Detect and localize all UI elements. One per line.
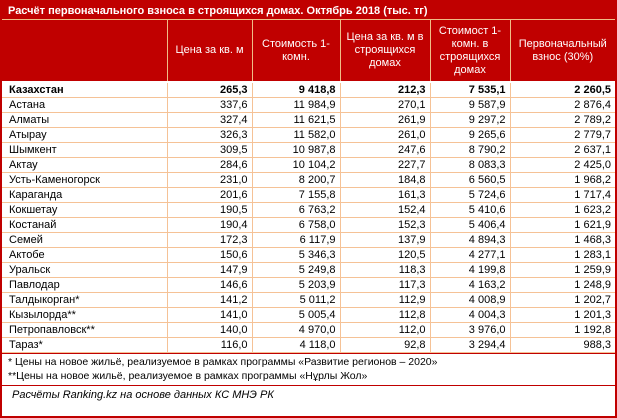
value-cell: 112,9	[340, 293, 430, 308]
value-cell: 1 201,3	[510, 308, 615, 323]
region-cell: Астана	[2, 98, 167, 113]
value-cell: 4 004,3	[430, 308, 510, 323]
value-cell: 1 717,4	[510, 188, 615, 203]
value-cell: 988,3	[510, 338, 615, 353]
region-cell: Петропавловск**	[2, 323, 167, 338]
value-cell: 1 283,1	[510, 248, 615, 263]
value-cell: 9 587,9	[430, 98, 510, 113]
value-cell: 2 260,5	[510, 82, 615, 98]
column-header-price-sqm-construction: Цена за кв. м в строящихся домах	[340, 20, 430, 82]
value-cell: 4 970,0	[252, 323, 340, 338]
column-header-cost-1room-construction: Стоимост 1-комн. в строящихся домах	[430, 20, 510, 82]
value-cell: 5 410,6	[430, 203, 510, 218]
value-cell: 5 406,4	[430, 218, 510, 233]
value-cell: 8 200,7	[252, 173, 340, 188]
value-cell: 6 117,9	[252, 233, 340, 248]
value-cell: 4 118,0	[252, 338, 340, 353]
value-cell: 147,9	[167, 263, 252, 278]
table-row	[2, 203, 615, 218]
value-cell: 9 297,2	[430, 113, 510, 128]
region-cell: Талдыкорган*	[2, 293, 167, 308]
value-cell: 172,3	[167, 233, 252, 248]
value-cell: 11 582,0	[252, 128, 340, 143]
value-cell: 7 155,8	[252, 188, 340, 203]
region-cell: Костанай	[2, 218, 167, 233]
value-cell: 5 203,9	[252, 278, 340, 293]
footnote-regions-2020: * Цены на новое жильё, реализуемое в рамках программы «Развитие регионов – 2020»	[8, 356, 438, 368]
value-cell: 327,4	[167, 113, 252, 128]
data-table	[2, 20, 615, 353]
footnotes-block	[2, 353, 615, 385]
value-cell: 3 294,4	[430, 338, 510, 353]
value-cell: 261,0	[340, 128, 430, 143]
region-cell: Уральск	[2, 263, 167, 278]
value-cell: 326,3	[167, 128, 252, 143]
table-row	[2, 338, 615, 353]
table-row	[2, 263, 615, 278]
value-cell: 8 083,3	[430, 158, 510, 173]
table-row	[2, 188, 615, 203]
value-cell: 4 199,8	[430, 263, 510, 278]
value-cell: 337,6	[167, 98, 252, 113]
table-row	[2, 308, 615, 323]
table-row	[2, 158, 615, 173]
value-cell: 1 259,9	[510, 263, 615, 278]
region-cell: Кызылорда**	[2, 308, 167, 323]
value-cell: 2 637,1	[510, 143, 615, 158]
footnote-nurly-zhol: **Цены на новое жильё, реализуемое в рамках программы «Нұрлы Жол»	[8, 370, 368, 382]
value-cell: 5 005,4	[252, 308, 340, 323]
value-cell: 2 779,7	[510, 128, 615, 143]
table-row	[2, 173, 615, 188]
value-cell: 141,0	[167, 308, 252, 323]
value-cell: 5 346,3	[252, 248, 340, 263]
table-title: Расчёт первоначального взноса в строящихся домах. Октябрь 2018 (тыс. тг)	[2, 2, 615, 20]
region-cell: Шымкент	[2, 143, 167, 158]
value-cell: 227,7	[340, 158, 430, 173]
value-cell: 1 192,8	[510, 323, 615, 338]
table-row	[2, 143, 615, 158]
column-header-price-sqm: Цена за кв. м	[167, 20, 252, 82]
value-cell: 1 621,9	[510, 218, 615, 233]
region-cell: Актобе	[2, 248, 167, 263]
region-cell: Тараз*	[2, 338, 167, 353]
value-cell: 1 468,3	[510, 233, 615, 248]
table-row	[2, 128, 615, 143]
value-cell: 4 163,2	[430, 278, 510, 293]
region-cell: Павлодар	[2, 278, 167, 293]
table-row	[2, 82, 615, 98]
value-cell: 5 724,6	[430, 188, 510, 203]
value-cell: 10 987,8	[252, 143, 340, 158]
region-cell: Семей	[2, 233, 167, 248]
value-cell: 116,0	[167, 338, 252, 353]
value-cell: 7 535,1	[430, 82, 510, 98]
value-cell: 9 265,6	[430, 128, 510, 143]
value-cell: 6 560,5	[430, 173, 510, 188]
value-cell: 1 968,2	[510, 173, 615, 188]
value-cell: 118,3	[340, 263, 430, 278]
table-row	[2, 218, 615, 233]
value-cell: 112,8	[340, 308, 430, 323]
column-header-region	[2, 20, 167, 82]
table-row	[2, 293, 615, 308]
value-cell: 212,3	[340, 82, 430, 98]
value-cell: 10 104,2	[252, 158, 340, 173]
value-cell: 11 984,9	[252, 98, 340, 113]
value-cell: 152,4	[340, 203, 430, 218]
value-cell: 2 789,2	[510, 113, 615, 128]
value-cell: 2 876,4	[510, 98, 615, 113]
value-cell: 2 425,0	[510, 158, 615, 173]
table-header	[2, 20, 615, 82]
region-cell: Казахстан	[2, 82, 167, 98]
value-cell: 265,3	[167, 82, 252, 98]
value-cell: 92,8	[340, 338, 430, 353]
value-cell: 161,3	[340, 188, 430, 203]
value-cell: 261,9	[340, 113, 430, 128]
value-cell: 152,3	[340, 218, 430, 233]
value-cell: 146,6	[167, 278, 252, 293]
table-row	[2, 278, 615, 293]
value-cell: 270,1	[340, 98, 430, 113]
value-cell: 9 418,8	[252, 82, 340, 98]
value-cell: 1 202,7	[510, 293, 615, 308]
table-row	[2, 323, 615, 338]
header-row	[2, 20, 615, 82]
value-cell: 231,0	[167, 173, 252, 188]
table-row	[2, 248, 615, 263]
value-cell: 3 976,0	[430, 323, 510, 338]
value-cell: 112,0	[340, 323, 430, 338]
value-cell: 247,6	[340, 143, 430, 158]
value-cell: 5 249,8	[252, 263, 340, 278]
value-cell: 6 758,0	[252, 218, 340, 233]
column-header-cost-1room: Стоимость 1-комн.	[252, 20, 340, 82]
value-cell: 309,5	[167, 143, 252, 158]
region-cell: Усть-Каменогорск	[2, 173, 167, 188]
value-cell: 150,6	[167, 248, 252, 263]
table-row	[2, 98, 615, 113]
value-cell: 201,6	[167, 188, 252, 203]
value-cell: 120,5	[340, 248, 430, 263]
value-cell: 11 621,5	[252, 113, 340, 128]
value-cell: 140,0	[167, 323, 252, 338]
value-cell: 184,8	[340, 173, 430, 188]
value-cell: 5 011,2	[252, 293, 340, 308]
value-cell: 4 008,9	[430, 293, 510, 308]
region-cell: Атырау	[2, 128, 167, 143]
value-cell: 284,6	[167, 158, 252, 173]
value-cell: 6 763,2	[252, 203, 340, 218]
value-cell: 190,4	[167, 218, 252, 233]
value-cell: 117,3	[340, 278, 430, 293]
region-cell: Кокшетау	[2, 203, 167, 218]
value-cell: 4 894,3	[430, 233, 510, 248]
value-cell: 4 277,1	[430, 248, 510, 263]
source-note: Расчёты Ranking.kz на основе данных КС МНЭ РК	[2, 385, 615, 416]
region-cell: Алматы	[2, 113, 167, 128]
column-header-down-payment: Первоначальный взнос (30%)	[510, 20, 615, 82]
value-cell: 8 790,2	[430, 143, 510, 158]
value-cell: 190,5	[167, 203, 252, 218]
table-body	[2, 82, 615, 353]
region-cell: Караганда	[2, 188, 167, 203]
table-row	[2, 113, 615, 128]
value-cell: 1 248,9	[510, 278, 615, 293]
value-cell: 141,2	[167, 293, 252, 308]
value-cell: 1 623,2	[510, 203, 615, 218]
region-cell: Актау	[2, 158, 167, 173]
value-cell: 137,9	[340, 233, 430, 248]
table-row	[2, 233, 615, 248]
